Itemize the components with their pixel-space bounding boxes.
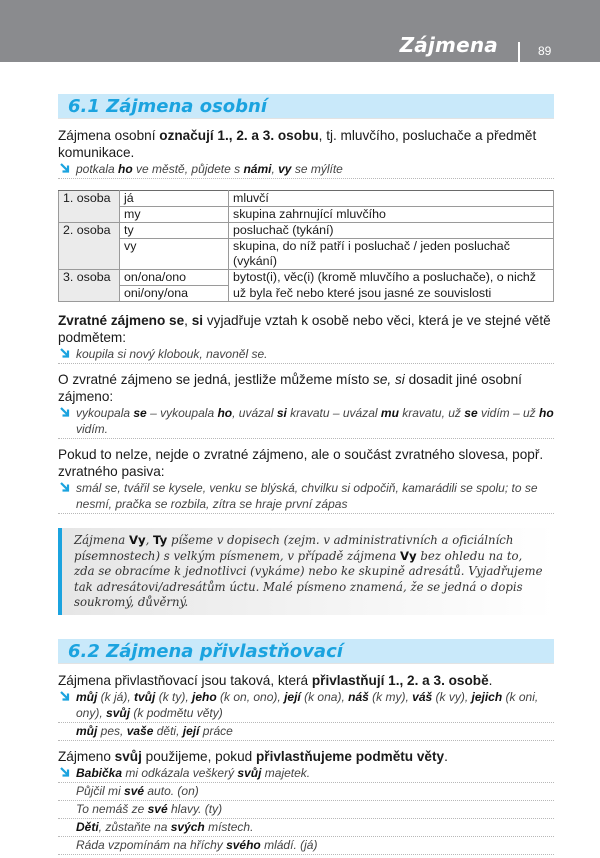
emphasis: Ty — [153, 533, 168, 547]
page-number: 89 — [538, 44, 552, 58]
emphasis: svůj — [106, 705, 131, 720]
text: majetek. — [261, 765, 311, 780]
emphasis: ho — [118, 162, 133, 176]
emphasis: váš — [412, 689, 433, 704]
text: koupila si nový klobouk, navoněl se. — [76, 347, 268, 361]
text: auto. (on) — [144, 783, 199, 798]
table-row — [59, 270, 554, 286]
emphasis: ho — [539, 406, 554, 420]
text: (k vy), — [432, 689, 472, 704]
text: (k my), — [368, 689, 413, 704]
text: Zájmena — [74, 533, 129, 547]
note-box — [58, 528, 554, 615]
text: , — [184, 313, 192, 328]
emphasis: svůj — [114, 748, 142, 764]
text: hlavy. (ty) — [167, 801, 223, 816]
arrow-down-right-icon — [60, 691, 71, 702]
emphasis: svých — [170, 819, 205, 834]
text: , tj. mluvčího, posluchače a předmět komunikace. — [58, 128, 537, 160]
example-line — [58, 689, 554, 723]
text: mládí. (já) — [260, 837, 318, 852]
text: se mýlíte — [291, 162, 343, 176]
person-cell — [59, 239, 120, 270]
text: (k ona), — [300, 689, 349, 704]
emphasis: označují 1., 2. a 3. osobu — [159, 128, 319, 143]
example-line — [58, 161, 554, 179]
text: To nemáš ze — [76, 801, 148, 816]
arrow-down-right-icon — [60, 407, 71, 418]
table-row — [59, 223, 554, 239]
chapter-title: Zájmena — [399, 33, 498, 57]
page-header — [0, 0, 600, 62]
text: (k ty), — [155, 689, 193, 704]
emphasis: svého — [226, 837, 261, 852]
non-reflexive-rule: Pokud to nelze, nejde o zvratné zájmeno, ale o součást zvratného slovesa, popř. zvratného pasiva: — [58, 447, 544, 479]
personal-pronouns-table — [58, 190, 554, 302]
person-cell — [59, 207, 120, 223]
emphasis: náš — [348, 689, 369, 704]
text: vyjadřuje vztah k osobě nebo věci, která je ve stejné větě podmětem: — [58, 313, 551, 345]
emphasis: jeho — [192, 689, 217, 704]
text: smál se, tvářil se kysele, venku se blýská, chvilku si odpočiň, kamarádili se spolu; to se nesmí, pračka se rozbila, zítra se hraje první zápas — [76, 481, 538, 511]
emphasis: ho — [217, 406, 233, 420]
emphasis: své — [124, 783, 145, 798]
pronoun-cell: oni/ony/ona — [120, 286, 229, 302]
meaning-cell: skupina, do níž patří i posluchač / jeden posluchač (vykání) — [229, 239, 554, 270]
emphasis: tvůj — [134, 689, 156, 704]
section-heading-possessive: 6.2 Zájmena přivlastňovací — [58, 639, 554, 664]
text: práce — [199, 723, 233, 738]
emphasis: námi — [243, 162, 272, 176]
example-line — [58, 819, 554, 837]
arrow-down-right-icon — [60, 348, 71, 359]
emphasis: Babička — [76, 765, 123, 780]
text: Zájmena osobní — [58, 128, 160, 143]
meaning-cell: bytost(i), věc(i) (kromě mluvčího a posluchače), o nichž — [229, 270, 554, 286]
text: vidím – už — [477, 406, 539, 420]
text: kravatu, už — [398, 406, 465, 420]
emphasis: vaše — [126, 723, 154, 738]
emphasis: vy — [278, 162, 292, 176]
personal-intro — [58, 127, 554, 161]
table-row — [59, 207, 554, 223]
emphasis: se — [464, 406, 478, 420]
reflexive-test — [58, 371, 554, 405]
text: O zvratné zájmeno se jedná, jestliže můžeme místo — [58, 372, 374, 387]
arrow-down-right-icon — [60, 482, 71, 493]
text: ve městě, půjdete s — [132, 162, 244, 176]
text: (k oni, ony), — [76, 689, 539, 720]
text: . — [488, 672, 493, 688]
text: Půjčil mi — [76, 783, 125, 798]
text: místech. — [204, 819, 254, 834]
emphasis: přivlastňují 1., 2. a 3. osobě — [311, 672, 489, 688]
emphasis: se — [133, 406, 147, 420]
text: Zájmena přivlastňovací jsou taková, která — [58, 672, 312, 688]
text: , — [145, 533, 154, 547]
italic-term: se, si — [373, 372, 405, 387]
text: , uvázal — [232, 406, 277, 420]
table-row — [59, 191, 554, 207]
example-line — [58, 783, 554, 801]
emphasis: Děti — [76, 819, 99, 834]
text: (k on, ono), — [216, 689, 285, 704]
emphasis: své — [147, 801, 168, 816]
text: děti, — [153, 723, 183, 738]
pronoun-cell: ty — [120, 223, 229, 239]
arrow-down-right-icon — [60, 163, 71, 174]
text: , zůstaňte na — [98, 819, 171, 834]
meaning-cell: skupina zahrnující mluvčího — [229, 207, 554, 223]
emphasis: mu — [380, 406, 399, 420]
page-content — [58, 94, 554, 855]
text: , — [271, 162, 279, 176]
text: – vykoupala — [146, 406, 218, 420]
emphasis: jejich — [471, 689, 503, 704]
text: kravatu – uvázal — [286, 406, 381, 420]
emphasis: můj — [76, 689, 98, 704]
text: mi odkázala veškerý — [122, 765, 238, 780]
example-line — [58, 837, 554, 855]
person-cell: 2. osoba — [59, 223, 120, 239]
person-cell: 1. osoba — [59, 191, 120, 207]
emphasis: její — [284, 689, 301, 704]
emphasis: Vy — [128, 533, 146, 547]
reflexive-definition — [58, 312, 554, 346]
example-line — [58, 801, 554, 819]
person-cell: 3. osoba — [59, 270, 120, 286]
emphasis: můj — [76, 723, 98, 738]
possessive-intro — [58, 672, 554, 689]
example-line — [58, 765, 554, 783]
table-row — [59, 239, 554, 270]
text: (k podmětu věty) — [130, 705, 223, 720]
text: použijeme, pokud — [141, 748, 256, 764]
text: píšeme v dopisech (zejm. v administrativních a oficiálních písemnostech) s velkým písmenem, v případě zájmena — [74, 533, 514, 563]
example-line — [58, 723, 554, 741]
text: bez ohledu na to, zda se obracíme k jednotlivci (vykáme) nebo ke skupině adresátů. Vyjadřujeme tak adresátovi/adresátům úctu. Malé písmeno znamená, že se jedná o dopis soukromý, důvěrný. — [74, 548, 543, 610]
svuj-rule — [58, 748, 554, 765]
text: pes, — [97, 723, 127, 738]
text: (k já), — [97, 689, 135, 704]
text: potkala — [76, 162, 119, 176]
arrow-down-right-icon — [60, 767, 71, 778]
example-line — [58, 480, 554, 514]
text: Zájmeno — [58, 748, 115, 764]
header-divider — [518, 42, 520, 64]
emphasis: její — [182, 723, 200, 738]
text: dosadit jiné osobní zájmeno: — [58, 372, 522, 404]
meaning-cell: už byla řeč nebo které jsou jasné ze souvislosti — [229, 286, 554, 302]
example-line — [58, 405, 554, 439]
text: vykoupala — [76, 406, 134, 420]
pronoun-cell: my — [120, 207, 229, 223]
meaning-cell: mluvčí — [229, 191, 554, 207]
meaning-cell: posluchač (tykání) — [229, 223, 554, 239]
pronoun-cell: vy — [120, 239, 229, 270]
emphasis: svůj — [237, 765, 262, 780]
emphasis: si — [276, 406, 287, 420]
emphasis: přivlastňujeme podmětu věty — [255, 748, 445, 764]
table-row — [59, 286, 554, 302]
text: Ráda vzpomínám na hříchy — [76, 837, 227, 852]
emphasis: Vy — [400, 548, 417, 563]
pronoun-cell: on/ona/ono — [120, 270, 229, 286]
section-heading-personal: 6.1 Zájmena osobní — [58, 94, 554, 119]
emphasis: Zvratné zájmeno se — [58, 313, 185, 328]
person-cell — [59, 286, 120, 302]
example-line — [58, 346, 554, 364]
text: . — [444, 748, 448, 764]
emphasis: si — [191, 313, 204, 328]
text: vidím. — [76, 422, 109, 436]
pronoun-cell: já — [120, 191, 229, 207]
